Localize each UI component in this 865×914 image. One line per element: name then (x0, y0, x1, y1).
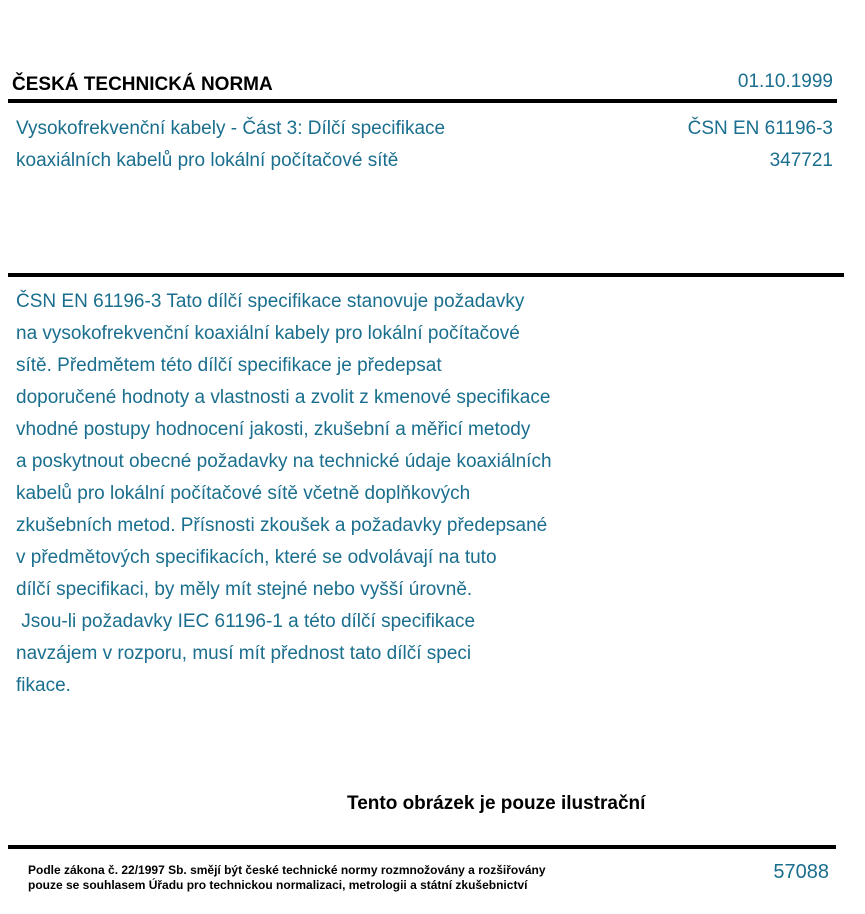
legal-notice-line-1: Podle zákona č. 22/1997 Sb. smějí být české technické normy rozmnožovány a rozšiřovány (28, 863, 546, 877)
illustration-note: Tento obrázek je pouze ilustrační (347, 793, 646, 814)
publication-date: 01.10.1999 (737, 71, 833, 92)
abstract-line: doporučené hodnoty a vlastnosti a zvolit z kmenové specifikace (16, 387, 551, 408)
abstract-line: fikace. (16, 675, 71, 696)
legal-notice-line-2: pouze se souhlasem Úřadu pro technickou normalizaci, metrologii a státní zkušebnictví (28, 878, 528, 892)
header-divider (8, 99, 837, 103)
document-title-line-2: koaxiálních kabelů pro lokální počítačové sítě (16, 150, 399, 171)
abstract-line: Jsou-li požadavky IEC 61196-1 a této dílčí specifikace (16, 611, 476, 632)
abstract-line: dílčí specifikaci, by měly mít stejné nebo vyšší úrovně. (16, 579, 473, 600)
abstract-line: kabelů pro lokální počítačové sítě včetně doplňkových (16, 483, 471, 504)
abstract-line: sítě. Předmětem této dílčí specifikace je předepsat (16, 355, 442, 376)
class-number: 347721 (769, 150, 833, 171)
abstract-line: a poskytnout obecné požadavky na technické údaje koaxiálních (16, 451, 552, 472)
abstract-line: zkušebních metod. Přísnosti zkoušek a požadavky předepsané (16, 515, 548, 536)
norm-header-title: ČESKÁ TECHNICKÁ NORMA (12, 74, 273, 95)
abstract-line: v předmětových specifikacích, které se odvolávají na tuto (16, 547, 497, 568)
standard-code: ČSN EN 61196-3 (687, 118, 833, 139)
catalog-number: 57088 (773, 861, 829, 883)
abstract-line: navzájem v rozporu, musí mít přednost tato dílčí speci (16, 643, 472, 664)
section-divider (8, 273, 844, 277)
abstract-line: vhodné postupy hodnocení jakosti, zkušební a měřicí metody (16, 419, 531, 440)
abstract-line: ČSN EN 61196-3 Tato dílčí specifikace stanovuje požadavky (16, 291, 525, 312)
abstract-line: na vysokofrekvenční koaxiální kabely pro lokální počítačové (16, 323, 520, 344)
document-title-line-1: Vysokofrekvenční kabely - Část 3: Dílčí specifikace (16, 118, 446, 139)
footer-divider (8, 845, 836, 849)
